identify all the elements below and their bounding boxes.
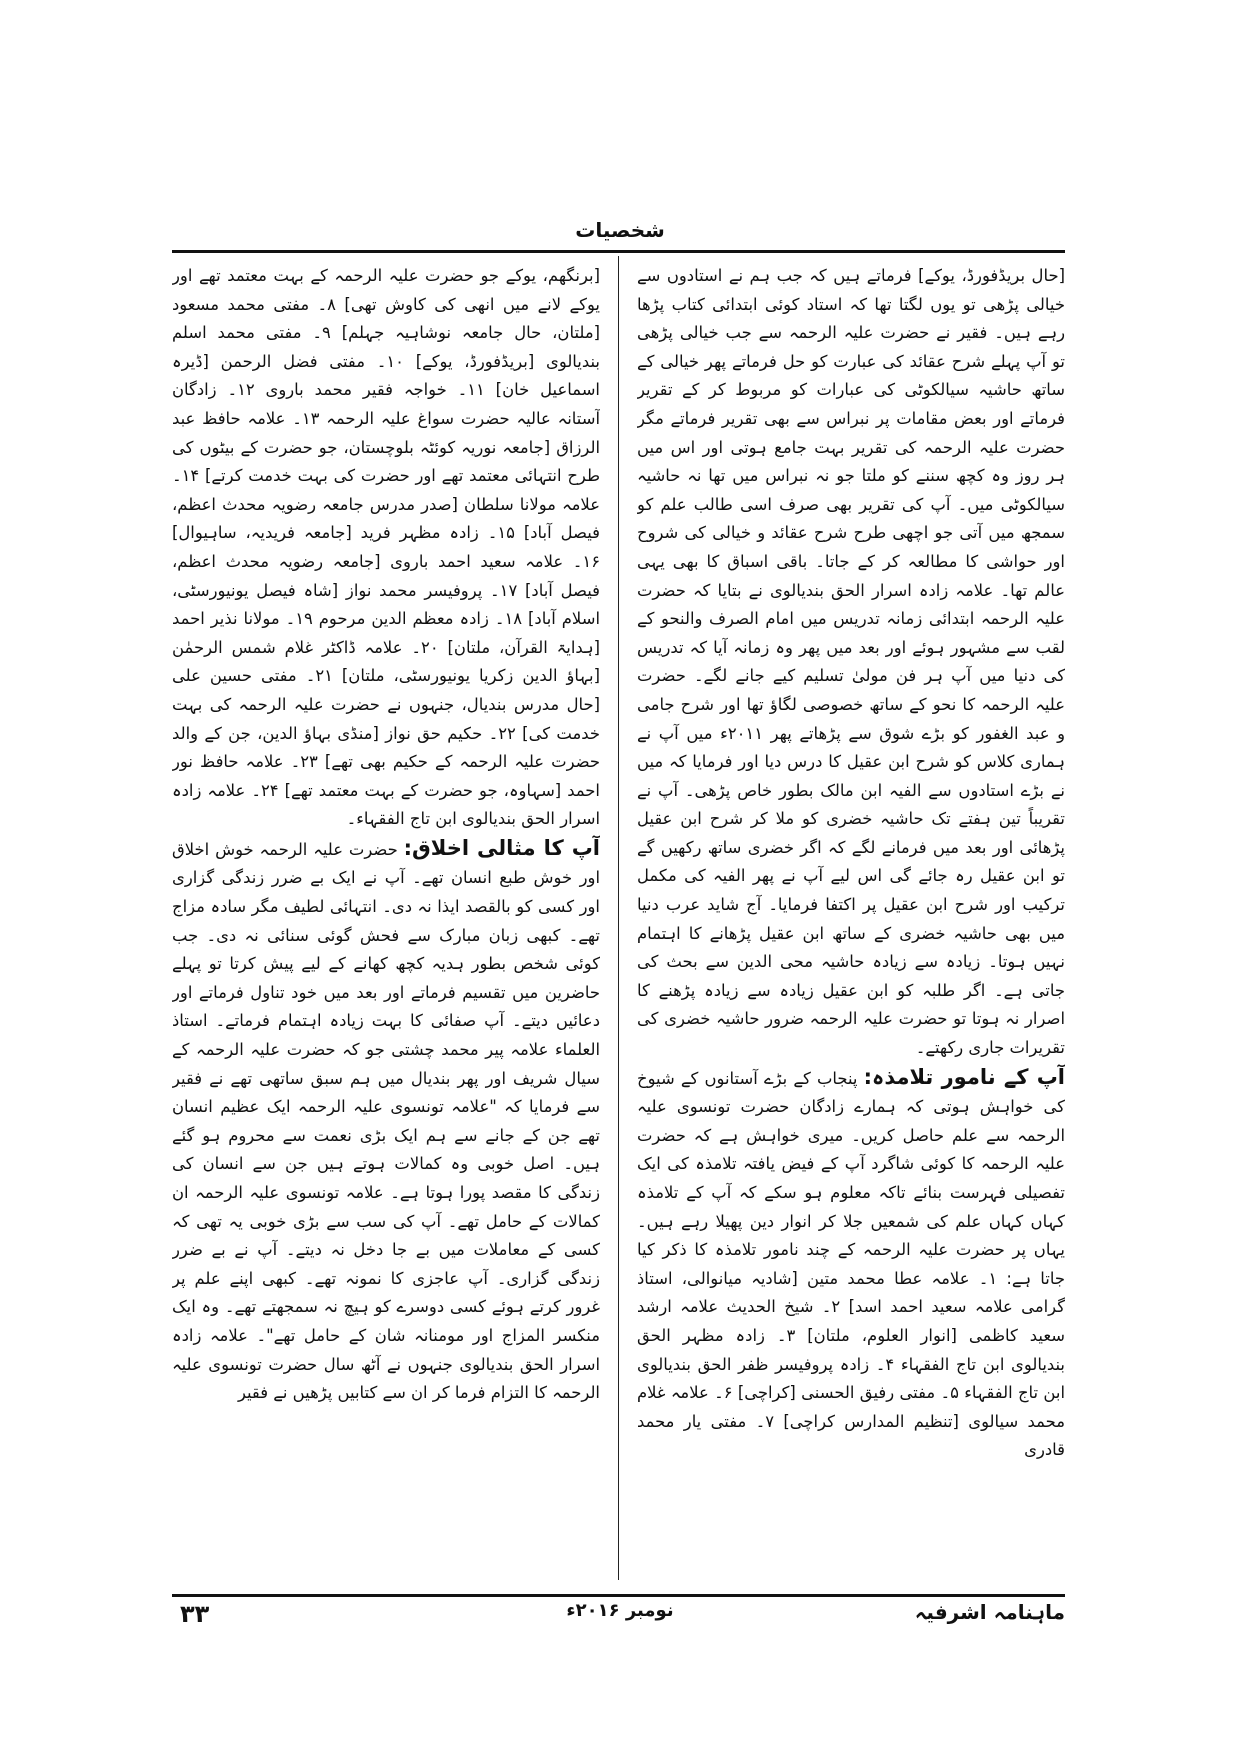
section-text-character: حضرت علیہ الرحمہ خوش اخلاق اور خوش طبع انسان تھے۔ آپ نے ایک بے ضرر زندگی گزاری اور کسی کو بالقصد ایذا نہ دی۔ انتہائی لطیف مگر سادہ مزاج تھے۔ کبھی زبان مبارک سے فحش گوئی سنائی نہ دی۔ جب کوئی شخص بطور ہدیہ کچھ کھانے کے لیے پیش کرتا تو پہلے حاضرین میں تقسیم فرماتے اور بعد میں خود تناول فرماتے اور دعائیں دیتے۔ آپ صفائی کا بہت زیادہ اہتمام فرماتے۔ استاذ العلماء علامہ پیر محمد چشتی جو کہ حضرت علیہ الرحمہ کے سیال شریف اور پھر بندیال میں ہم سبق ساتھی تھے نے فقیر سے فرمایا کہ "علامہ تونسوی علیہ الرحمہ ایک عظیم انسان تھے جن کے جانے سے ہم ایک بڑی نعمت سے محروم ہو گئے ہیں۔ اصل خوبی وہ کمالات ہوتے ہیں جن سے انسان کی زندگی کا مقصد پورا ہوتا ہے۔ علامہ تونسوی علیہ الرحمہ ان کمالات کے حامل تھے۔ آپ کی سب سے بڑی خوبی یہ تھی کہ کسی کے معاملات میں بے جا دخل نہ دیتے۔ آپ نے بے ضرر زندگی گزاری۔ آپ عاجزی کا نمونہ تھے۔ کبھی اپنے علم پر غرور کرتے ہوئے کسی دوسرے کو ہیچ نہ سمجھتے تھے۔ وہ ایک منکسر المزاج اور مومنانہ شان کے حامل تھے"۔ علامہ زادہ اسرار الحق بندیالوی جنہوں نے آٹھ سال حضرت تونسوی علیہ الرحمہ کا التزام فرما کر ان سے کتابیں پڑھیں نے فقیر	[172, 839, 600, 1403]
page-number: ۳۳	[180, 1600, 210, 1628]
section-heading-students: آپ کے نامور تلامذہ:	[863, 1064, 1065, 1089]
page-title: شخصیات	[575, 218, 665, 242]
left-column	[172, 262, 600, 1580]
right-column-section	[637, 1063, 1065, 1465]
column-divider	[618, 256, 619, 1580]
right-column	[637, 262, 1065, 1580]
right-column-intro: [حال بریڈفورڈ، یوکے] فرماتے ہیں کہ جب ہم نے استادوں سے خیالی پڑھی تو یوں لگتا تھا کہ استاد کوئی ابتدائی کتاب پڑھا رہے ہیں۔ فقیر نے حضرت علیہ الرحمہ سے جب خیالی پڑھی تو آپ پہلے شرح عقائد کی عبارت کو حل فرماتے پھر خیالی کے ساتھ حاشیہ سیالکوٹی کی عبارات کو مربوط کر کے تقریر فرماتے اور بعض مقامات پر نبراس سے بھی تقریر فرماتے مگر حضرت علیہ الرحمہ کی تقریر بہت جامع ہوتی اور اس میں ہر روز وہ کچھ سننے کو ملتا جو نہ نبراس میں تھا نہ حاشیہ سیالکوٹی میں۔ آپ کی تقریر بھی صرف اسی طالب علم کو سمجھ میں آتی جو اچھی طرح شرح عقائد و خیالی کی شروح اور حواشی کا مطالعہ کر کے جاتا۔ باقی اسباق کا بھی یہی عالم تھا۔ علامہ زادہ اسرار الحق بندیالوی نے بتایا کہ حضرت علیہ الرحمہ ابتدائی زمانہ تدریس میں امام الصرف والنحو کے لقب سے مشہور ہوئے اور بعد میں پھر وہ زمانہ آیا کہ تدریس کی دنیا میں آپ ہر فن مولیٰ تسلیم کیے جانے لگے۔ حضرت علیہ الرحمہ کا نحو کے ساتھ خصوصی لگاؤ تھا اور شرح جامی و عبد الغفور کو بڑے شوق سے پڑھاتے پھر ۲۰۱۱ء میں آپ نے ہماری کلاس کو شرح ابن عقیل کا درس دیا اور فرمایا کہ میں نے بڑے استادوں سے الفیہ ابن مالک بطور خاص پڑھی۔ آپ نے تقریباً تین ہفتے تک حاشیہ خضری کو ملا کر شرح ابن عقیل پڑھائی اور بعد میں فرمانے لگے کہ اگر خضری ساتھ رکھیں گے تو ابن عقیل رہ جائے گی اس لیے آپ نے پھر الفیہ کی مکمل ترکیب اور شرح ابن عقیل پر اکتفا فرمایا۔ آج شاید عرب دنیا میں بھی حاشیہ خضری کے ساتھ ابن عقیل پڑھانے کا اہتمام نہیں ہوتا۔ زیادہ سے زیادہ حاشیہ محی الدین سے بحث کی جاتی ہے۔ اگر طلبہ کو ابن عقیل زیادہ سے زیادہ پڑھنے کا اصرار نہ ہوتا تو حضرت علیہ الرحمہ ضرور حاشیہ خضری کی تقریرات جاری رکھتے۔	[637, 266, 1065, 1058]
section-text-students: پنجاب کے بڑے آستانوں کے شیوخ کی خواہش ہوتی کہ ہمارے زادگان حضرت تونسوی علیہ الرحمہ سے علم حاصل کریں۔ میری خواہش ہے کہ حضرت علیہ الرحمہ کا کوئی شاگرد آپ کے فیض یافتہ تلامذہ کی ایک تفصیلی فہرست بنائے تاکہ معلوم ہو سکے کہ آپ کے تلامذہ کہاں کہاں علم کی شمعیں جلا کر انوار دین پھیلا رہے ہیں۔ یہاں پر حضرت علیہ الرحمہ کے چند نامور تلامذہ کا ذکر کیا جاتا ہے: ۱۔ علامہ عطا محمد متین [شادیہ میانوالی، استاذ گرامی علامہ سعید احمد اسد] ۲۔ شیخ الحدیث علامہ ارشد سعید کاظمی [انوار العلوم، ملتان] ۳۔ زادہ مظہر الحق بندیالوی ابن تاج الفقہاء ۴۔ زادہ پروفیسر ظفر الحق بندیالوی ابن تاج الفقہاء ۵۔ مفتی رفیق الحسنی [کراچی] ۶۔ علامہ غلام محمد سیالوی [تنظیم المدارس کراچی] ۷۔ مفتی یار محمد قادری	[637, 1068, 1065, 1460]
footer-rule	[172, 1594, 1065, 1597]
left-column-intro: [برنگھم، یوکے جو حضرت علیہ الرحمہ کے بہت معتمد تھے اور یوکے لانے میں انھی کی کاوش تھی] ۸۔ مفتی محمد مسعود [ملتان، حال جامعہ نوشاہیہ جہلم] ۹۔ مفتی محمد اسلم بندیالوی [بریڈفورڈ، یوکے] ۱۰۔ مفتی فضل الرحمن [ڈیرہ اسماعیل خان] ۱۱۔ خواجہ فقیر محمد باروی ۱۲۔ زادگان آستانہ عالیہ حضرت سواغ علیہ الرحمہ ۱۳۔ علامہ حافظ عبد الرزاق [جامعہ نوریہ کوئٹہ بلوچستان، جو حضرت کے بیٹوں کی طرح انتہائی معتمد تھے اور حضرت کی بہت خدمت کرتے] ۱۴۔ علامہ مولانا سلطان [صدر مدرس جامعہ رضویہ محدث اعظم، فیصل آباد] ۱۵۔ زادہ مظہر فرید [جامعہ فریدیہ، ساہیوال] ۱۶۔ علامہ سعید احمد باروی [جامعہ رضویہ محدث اعظم، فیصل آباد] ۱۷۔ پروفیسر محمد نواز [شاہ فیصل یونیورسٹی، اسلام آباد] ۱۸۔ زادہ معظم الدین مرحوم ۱۹۔ مولانا نذیر احمد [ہدایۃ القرآن، ملتان] ۲۰۔ علامہ ڈاکٹر غلام شمس الرحمٰن [بہاؤ الدین زکریا یونیورسٹی، ملتان] ۲۱۔ مفتی حسین علی [حال مدرس بندیال، جنہوں نے حضرت علیہ الرحمہ کی بہت خدمت کی] ۲۲۔ حکیم حق نواز [منڈی بہاؤ الدین، جن کے والد حضرت علیہ الرحمہ کے حکیم بھی تھے] ۲۳۔ علامہ حافظ نور احمد [سہاوہ، جو حضرت کے بہت معتمد تھے] ۲۴۔ علامہ زادہ اسرار الحق بندیالوی ابن تاج الفقہاء۔	[172, 266, 600, 829]
section-heading-character: آپ کا مثالی اخلاق:	[403, 835, 600, 860]
magazine-name: ماہنامہ اشرفیہ	[914, 1600, 1065, 1624]
left-column-section	[172, 834, 600, 1408]
issue-date: نومبر ۲۰۱۶ء	[566, 1600, 674, 1621]
header-rule	[172, 250, 1065, 253]
